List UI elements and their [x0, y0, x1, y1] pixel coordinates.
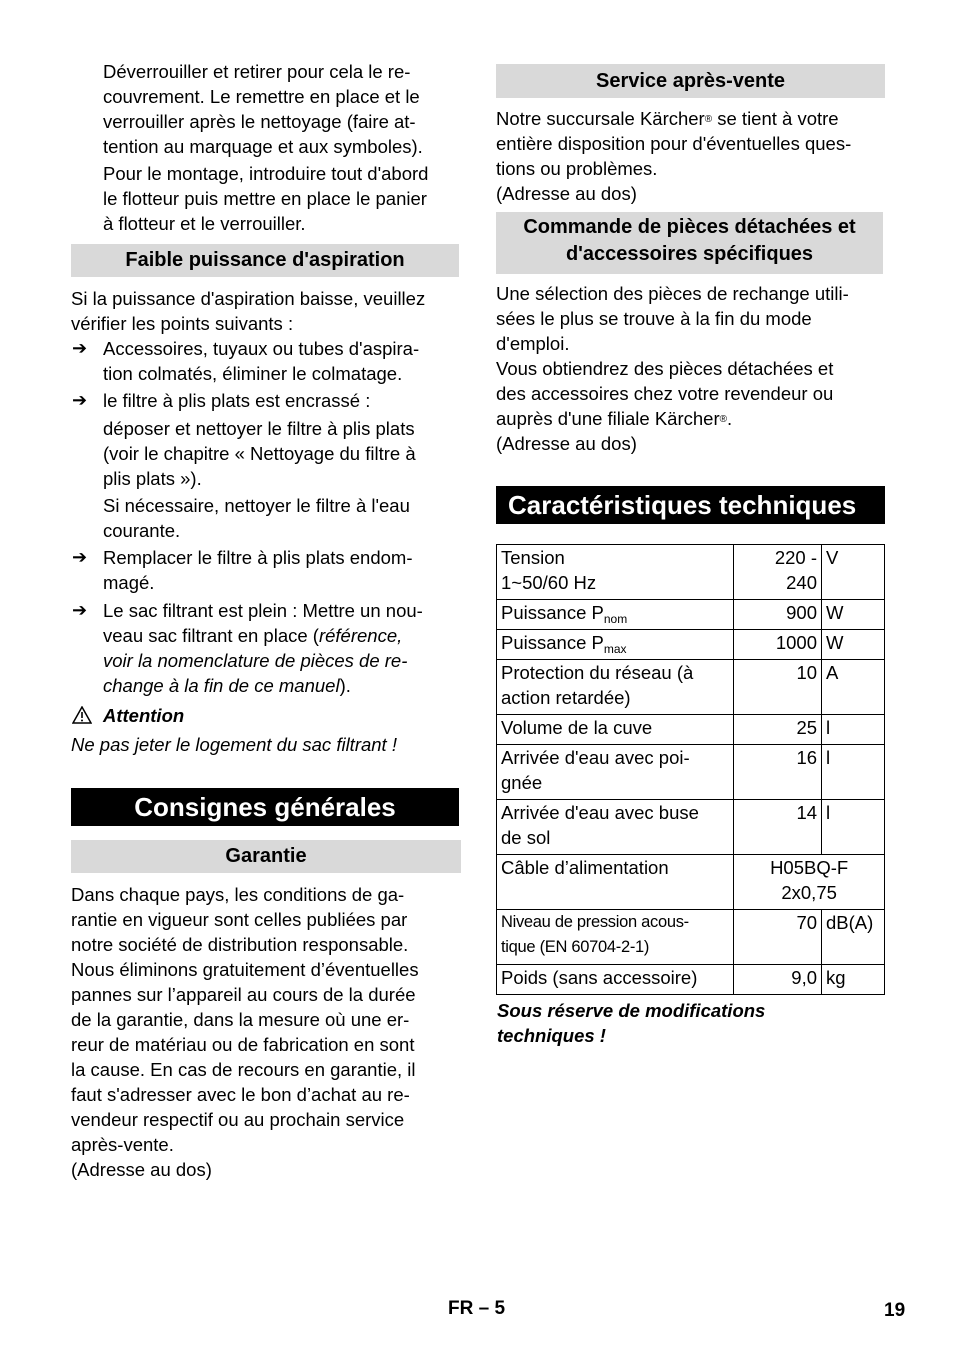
text-line: rantie en vigueur sont celles publiées par [71, 909, 408, 930]
spec-row [497, 910, 885, 965]
general-heading [71, 788, 459, 826]
text-line [103, 648, 423, 673]
text-line [496, 406, 849, 431]
spec-value [734, 800, 822, 855]
text-line: courante. [103, 520, 181, 541]
text-line: à flotteur et le verrouiller. [103, 213, 306, 234]
text-line: notre société de distribution responsable. [71, 934, 409, 955]
spec-value [734, 715, 822, 745]
spec-value [734, 910, 822, 965]
spec-label-subscript: nom [603, 612, 628, 626]
text-line: (Adresse au dos) [496, 433, 637, 454]
text-span: se tient à votre [712, 108, 839, 129]
spec-unit: l [822, 800, 885, 855]
text-span: veau sac filtrant en place ( [103, 625, 319, 646]
spec-value-text: 9,0 [791, 967, 818, 988]
spec-value [734, 855, 885, 910]
spec-unit: l [822, 715, 885, 745]
text-line: entière disposition pour d'éventuelles ques- [496, 133, 852, 154]
text-line: Dans chaque pays, les conditions de ga- [71, 884, 405, 905]
spec-label-text: Protection du réseau (à [501, 662, 694, 683]
bullet-item [103, 598, 423, 698]
spec-label [497, 910, 734, 965]
spec-unit: V [822, 545, 885, 600]
text-line: Remplacer le filtre à plis plats endom- [103, 547, 413, 568]
service-paragraph [496, 106, 851, 206]
arrow-right-icon: ➔ [72, 390, 88, 410]
text-span: auprès d'une filiale Kärcher [496, 408, 720, 429]
text-line: Si nécessaire, nettoyer le filtre à l'eau [103, 495, 410, 516]
text-line: Déverrouiller et retirer pour cela le re- [103, 61, 411, 82]
spec-value [734, 745, 822, 800]
spec-row [497, 660, 885, 715]
spec-label-text: Câble d’alimentation [501, 857, 669, 878]
text-line: de la garantie, dans la mesure où une er- [71, 1009, 410, 1030]
service-heading: Service après-vente [496, 64, 885, 98]
spec-row [497, 745, 885, 800]
text-line: d'emploi. [496, 333, 570, 354]
spec-row [497, 965, 885, 995]
parts-heading [496, 212, 883, 274]
text-line: (Adresse au dos) [496, 183, 637, 204]
bullet-sub-paragraph [103, 416, 416, 491]
spec-value [734, 965, 822, 995]
text-line: Sous réserve de modifications [497, 1000, 766, 1021]
spec-value-text: 240 [786, 572, 818, 593]
text-span: Notre succursale Kärcher [496, 108, 705, 129]
spec-value-text: 10 [796, 662, 818, 683]
text-line: magé. [103, 572, 155, 593]
spec-label [497, 630, 734, 660]
spec-label-text: tique (EN 60704-2-1) [501, 938, 650, 956]
footer-section-page: FR – 5 [448, 1298, 506, 1319]
text-line: Accessoires, tuyaux ou tubes d'aspira- [103, 338, 420, 359]
spec-value-text: 14 [796, 802, 818, 823]
spec-value [734, 660, 822, 715]
spec-label [497, 965, 734, 995]
text-line: tion colmatés, éliminer le colmatage. [103, 363, 403, 384]
spec-label [497, 660, 734, 715]
spec-unit: dB(A) [822, 910, 885, 965]
spec-label-text: Volume de la cuve [501, 717, 653, 738]
registered-mark: ® [704, 114, 713, 125]
spec-label [497, 855, 734, 910]
text-line [103, 623, 423, 648]
text-line: tions ou problèmes. [496, 158, 658, 179]
text-line: verrouiller après le nettoyage (faire at- [103, 111, 416, 132]
parts-paragraph [496, 281, 849, 456]
text-line: des accessoires chez votre revendeur ou [496, 383, 834, 404]
text-span-italic: voir la nomenclature de pièces de re- [103, 650, 408, 671]
spec-row [497, 545, 885, 600]
spec-label-text: 1~50/60 Hz [501, 572, 597, 593]
registered-mark: ® [719, 414, 727, 425]
spec-label-text: Arrivée d'eau avec poi- [501, 747, 690, 768]
text-line: sées le plus se trouve à la fin du mode [496, 308, 812, 329]
page-number: 19 [884, 1300, 906, 1321]
text-line: techniques ! [497, 1025, 606, 1046]
arrow-right-icon: ➔ [72, 600, 88, 620]
text-line: le flotteur puis mettre en place le panier [103, 188, 427, 209]
spec-row [497, 600, 885, 630]
bullet-item [103, 545, 413, 595]
arrow-right-icon: ➔ [72, 547, 88, 567]
text-line: déposer et nettoyer le filtre à plis plats [103, 418, 415, 439]
spec-label-text: Arrivée d'eau avec buse [501, 802, 699, 823]
spec-row [497, 630, 885, 660]
suction-intro [71, 286, 425, 336]
text-line: Vous obtiendrez des pièces détachées et [496, 358, 834, 379]
bullet-item [103, 388, 370, 413]
spec-value-text: 220 - [774, 547, 818, 568]
spec-unit: W [822, 600, 885, 630]
spec-label [497, 545, 734, 600]
spec-label-text: gnée [501, 772, 543, 793]
text-line: le filtre à plis plats est encrassé : [103, 390, 371, 411]
spec-table [496, 544, 885, 995]
spec-unit: A [822, 660, 885, 715]
intro-paragraph [103, 59, 463, 236]
general-heading-text: Consignes générales [134, 792, 396, 822]
tech-heading [496, 486, 885, 524]
text-line: reur de matériau ou de fabrication en sont [71, 1034, 415, 1055]
spec-value-text: 1000 [775, 632, 818, 653]
suction-heading: Faible puissance d'aspiration [71, 244, 459, 277]
text-span-italic: change à la fin de ce manuel [103, 675, 340, 696]
text-line: vendeur respectif ou au prochain service [71, 1109, 405, 1130]
spec-value-text: 2x0,75 [781, 882, 837, 903]
text-line: couvrement. Le remettre en place et le [103, 86, 420, 107]
text-line: après-vente. [71, 1134, 174, 1155]
text-line: faut s'adresser avec le bon d’achat au re- [71, 1084, 410, 1105]
spec-label [497, 600, 734, 630]
spec-unit: W [822, 630, 885, 660]
spec-table-body [497, 545, 885, 995]
spec-row [497, 855, 885, 910]
spec-unit: l [822, 745, 885, 800]
spec-value [734, 630, 822, 660]
text-line: (Adresse au dos) [71, 1159, 212, 1180]
warranty-heading: Garantie [71, 840, 461, 873]
spec-label-text: de sol [501, 827, 551, 848]
text-line: plis plats »). [103, 468, 202, 489]
spec-value-text: 16 [796, 747, 818, 768]
text-line: (voir le chapitre « Nettoyage du filtre à [103, 443, 416, 464]
warning-icon [72, 706, 92, 724]
spec-value-text: 70 [796, 912, 818, 933]
text-line: Le sac filtrant est plein : Mettre un nou- [103, 600, 423, 621]
text-span: . [726, 408, 733, 429]
tech-heading-text: Caractéristiques techniques [508, 490, 857, 520]
text-line [103, 673, 423, 698]
text-line: pannes sur l’appareil au cours de la durée [71, 984, 416, 1005]
spec-row [497, 715, 885, 745]
spec-label [497, 745, 734, 800]
spec-value [734, 600, 822, 630]
heading-line: d'accessoires spécifiques [565, 243, 814, 265]
spec-label-text: Puissance P [501, 632, 604, 653]
disclaimer [497, 998, 765, 1048]
spec-value [734, 545, 822, 600]
bullet-item [103, 336, 419, 386]
spec-label-text: Tension [501, 547, 565, 568]
spec-value-text: H05BQ-F [770, 857, 849, 878]
text-line: Pour le montage, introduire tout d'abord [103, 163, 429, 184]
spec-label-text: Puissance P [501, 602, 604, 623]
spec-value-text: 25 [796, 717, 818, 738]
bullet-sub-paragraph [103, 493, 410, 543]
spec-label-text: Niveau de pression acous- [501, 913, 689, 931]
spec-row [497, 800, 885, 855]
arrow-right-icon: ➔ [72, 338, 88, 358]
text-line: vérifier les points suivants : [71, 313, 294, 334]
text-line: Si la puissance d'aspiration baisse, veuillez [71, 288, 426, 309]
text-span-italic: référence, [318, 625, 403, 646]
attention-text: Ne pas jeter le logement du sac filtrant ! [71, 734, 397, 755]
spec-label [497, 800, 734, 855]
spec-unit: kg [822, 965, 885, 995]
spec-label-text: Poids (sans accessoire) [501, 967, 698, 988]
text-line: Nous éliminons gratuitement d’éventuelles [71, 959, 419, 980]
attention-label: Attention [103, 705, 185, 726]
text-line: Une sélection des pièces de rechange utili- [496, 283, 849, 304]
heading-line: Commande de pièces détachées et [523, 216, 856, 238]
spec-label-text: action retardée) [501, 687, 631, 708]
text-line [496, 106, 851, 131]
spec-label [497, 715, 734, 745]
text-line: la cause. En cas de recours en garantie, il [71, 1059, 416, 1080]
spec-label-subscript: max [603, 642, 627, 656]
spec-value-text: 900 [786, 602, 818, 623]
text-line: tention au marquage et aux symboles). [103, 136, 423, 157]
warranty-paragraph [71, 882, 419, 1182]
text-span: ). [339, 675, 351, 696]
